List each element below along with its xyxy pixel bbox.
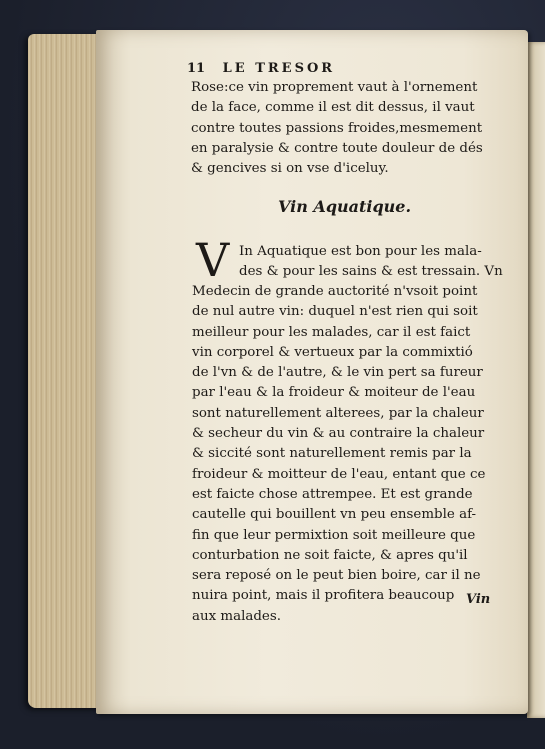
text-line: aux malades.: [192, 608, 281, 624]
text-line: vin corporel & vertueux par la commixtió: [192, 344, 473, 360]
running-header: [187, 61, 335, 76]
text-line: fin que leur permixtion soit meilleure que: [192, 527, 476, 543]
text-line: sera reposé on le peut bien boire, car il ne: [192, 568, 481, 584]
text-line: de la face, comme il est dit dessus, il vaut: [191, 100, 475, 116]
text-line: nuira point, mais il profitera beaucoup: [192, 588, 455, 604]
text-line: de l'vn & de l'autre, & le vin pert sa fureur: [192, 365, 483, 381]
text-line: meilleur pour les malades, car il est faict: [192, 324, 471, 340]
text-line: & gencives si on vse d'iceluy.: [191, 161, 389, 177]
text-line: est faicte chose attrempee. Et est grande: [192, 486, 473, 502]
text-line: cautelle qui bouillent vn peu ensemble af-: [192, 507, 477, 523]
text-line: contre toutes passions froides,mesmement: [191, 120, 483, 136]
text-line: Medecin de grande auctorité n'vsoit point: [192, 284, 478, 299]
text-line: Rose:ce vin proprement vaut à l'ornement: [191, 80, 478, 95]
running-title: LE TRESOR: [222, 61, 336, 76]
text-line: de nul autre vin: duquel n'est rien qui soit: [192, 304, 478, 320]
text-line: conturbation ne soit faicte, & apres qu'il: [192, 547, 468, 563]
text-line: des & pour les sains & est tressain. Vn: [239, 264, 503, 280]
text-line: & siccité sont naturellement remis par la: [192, 446, 472, 462]
text-line: par l'eau & la froideur & moiteur de l'eau: [192, 385, 476, 401]
drop-cap: V: [196, 233, 230, 287]
book-page-edges: [28, 34, 102, 708]
page-number: 11: [187, 61, 206, 76]
text-line: en paralysie & contre toute douleur de dés: [191, 140, 483, 156]
paragraph-main: [192, 282, 485, 627]
facing-page-edge: [527, 42, 545, 718]
text-line: froideur & moitteur de l'eau, entant que ce: [192, 466, 486, 482]
text-line: In Aquatique est bon pour les mala-: [239, 244, 482, 259]
paragraph-main-indented: [239, 242, 503, 283]
paragraph-top: [191, 78, 483, 179]
section-title: Vin Aquatique.: [278, 197, 412, 216]
catchword: Vin: [466, 592, 491, 607]
text-line: & secheur du vin & au contraire la chaleur: [192, 426, 485, 442]
text-line: sont naturellement alterees, par la chaleur: [192, 405, 484, 421]
